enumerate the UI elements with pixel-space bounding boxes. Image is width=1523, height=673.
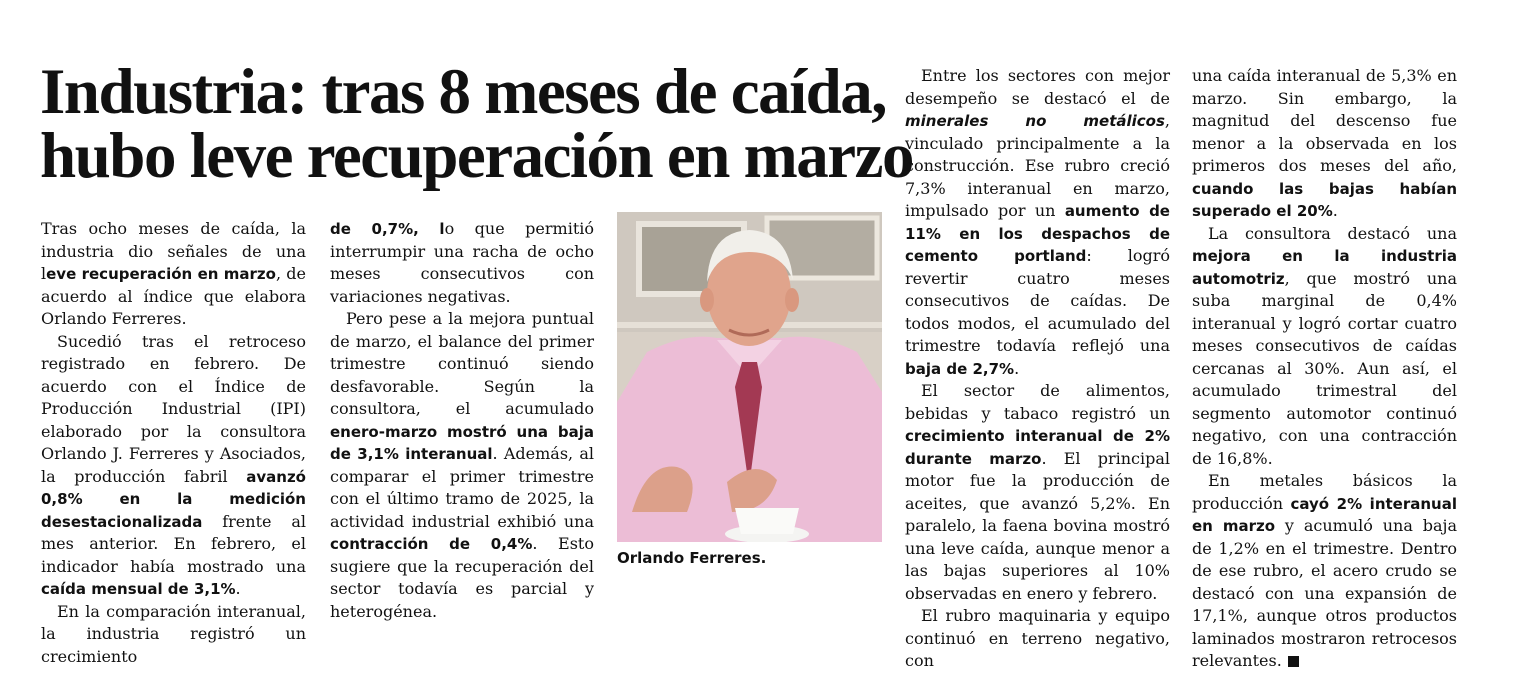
end-of-article-mark xyxy=(1288,656,1299,667)
portrait-illustration xyxy=(617,212,882,542)
article-column-1 xyxy=(41,218,306,668)
paragraph: Sucedió tras el retroceso registrado en febrero. De acuerdo con el Índice de Producción Industrial (IPI) elaborado por la consultora Orlando J. Ferreres y Asociados, la producción fabril avanzó 0,8% en la medición desestacionalizada frente al mes anterior. En febrero, el indicador había mostrado una caída mensual de 3,1%. xyxy=(41,331,306,598)
photo-caption: Orlando Ferreres. xyxy=(617,549,767,567)
headline xyxy=(40,56,913,192)
article-column-4 xyxy=(1192,65,1457,673)
headline-line-2: hubo leve recuperación en marzo xyxy=(40,120,913,192)
paragraph: Tras ocho meses de caída, la industria dio señales de una leve recuperación en marzo, de acuerdo al índice que elabora Orlando Ferreres. xyxy=(41,219,306,328)
paragraph: Pero pese a la mejora puntual de marzo, el balance del primer trimestre continuó siendo desfavorable. Según la consultora, el acumulado enero-marzo mostró una baja de 3,1% interanual. Además, al comparar el primer trimestre con el último tramo de 2025, la actividad industrial exhibió una contracción de 0,4%. Esto sugiere que la recuperación del sector todavía es parcial y heterogénea. xyxy=(330,309,595,621)
paragraph: La consultora destacó una mejora en la industria automotriz, que mostró una suba marginal de 0,4% interanual y logró cortar cuatro meses consecutivos de caídas cercanas al 30%. Aun así, el acumulado trimestral del segmento automotor continuó negativo, con una contracción de 16,8%. xyxy=(1192,223,1457,468)
paragraph: una caída interanual de 5,3% en marzo. Sin embargo, la magnitud del descenso fue menor a la observada en los primeros dos meses del año, cuando las bajas habían superado el 20%. xyxy=(1192,66,1457,220)
portrait-photo xyxy=(617,212,882,542)
article-column-2 xyxy=(330,218,594,623)
paragraph: En metales básicos la producción cayó 2% interanual en marzo y acumuló una baja de 1,2% en el trimestre. Dentro de ese rubro, el acero crudo se destacó con una expansión de 17,1%, aunque otros productos laminados mostraron retrocesos relevantes. xyxy=(1192,471,1458,670)
headline-line-1: Industria: tras 8 meses de caída, xyxy=(40,56,887,128)
article-column-3 xyxy=(905,65,1170,673)
paragraph: El sector de alimentos, bebidas y tabaco registró un crecimiento interanual de 2% durante marzo. El principal motor fue la producción de aceites, que avanzó 5,2%. En paralelo, la faena bovina mostró una leve caída, aunque menor a las bajas superiores al 10% observadas en enero y febrero. xyxy=(905,381,1170,603)
paragraph: de 0,7%, lo que permitió interrumpir una racha de ocho meses consecutivos con variaciones negativas. xyxy=(330,219,594,306)
paragraph: En la comparación interanual, la industria registró un crecimiento xyxy=(41,601,306,666)
paragraph: El rubro maquinaria y equipo continuó en terreno negativo, con xyxy=(905,606,1170,670)
paragraph: Entre los sectores con mejor desempeño se destacó el de minerales no metálicos, vinculado principalmente a la construcción. Ese rubro creció 7,3% interanual en marzo, impulsado por un aumento de 11% en los despachos de cemento portland: logró revertir cuatro meses consecutivos de caídas. De todos modos, el acumulado del trimestre todavía reflejó una baja de 2,7%. xyxy=(905,66,1170,378)
